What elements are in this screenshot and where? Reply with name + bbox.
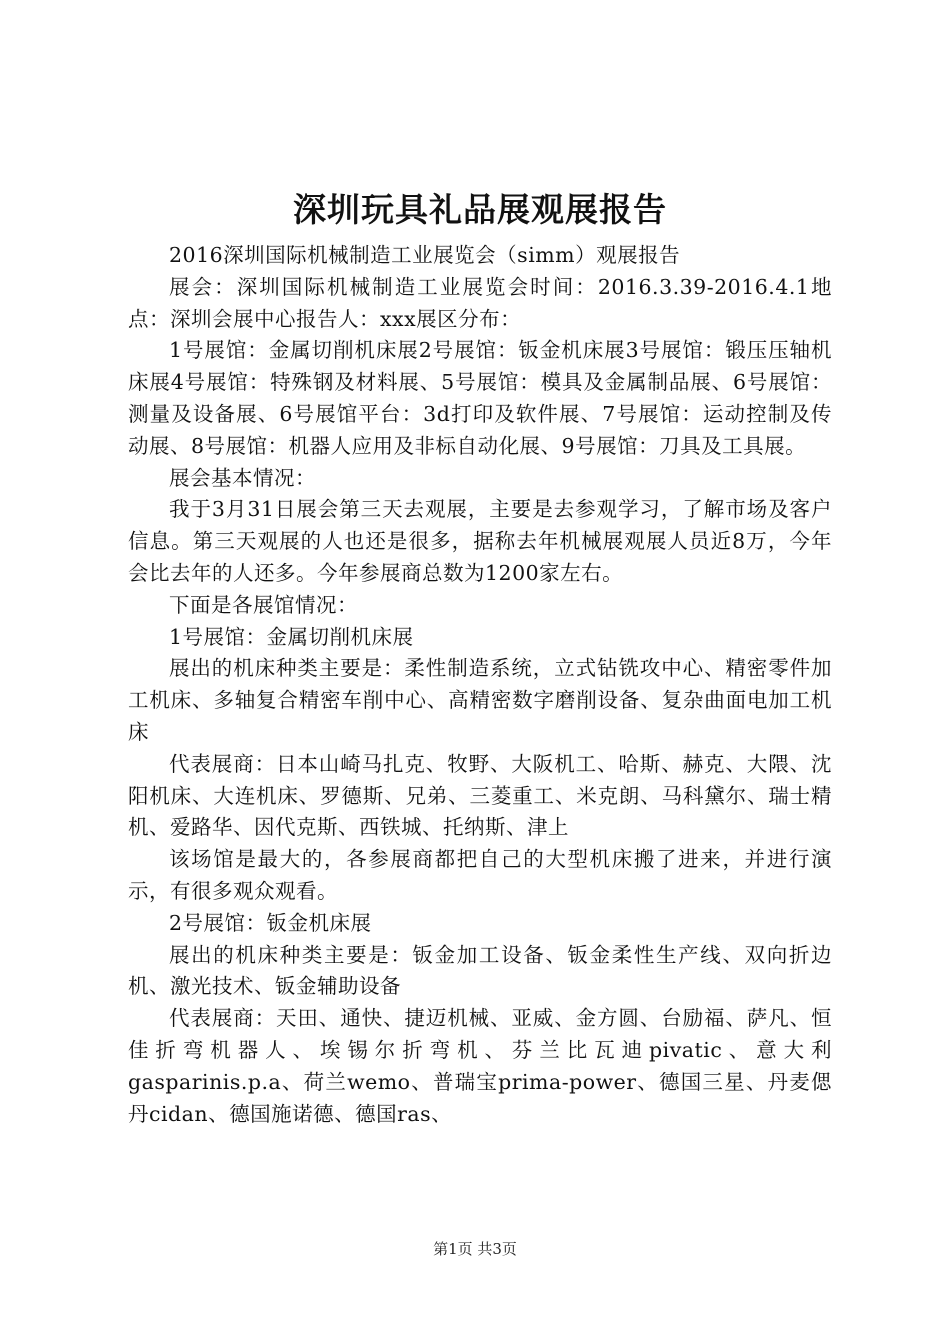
paragraph: 展出的机床种类主要是：钣金加工设备、钣金柔性生产线、双向折边机、激光技术、钣金辅助设备 [128,942,832,999]
paragraph: 展会基本情况： [169,465,316,490]
paragraph: 我于3月31日展会第三天去观展，主要是去参观学习，了解市场及客户信息。第三天观展的人也还是很多，据称去年机械展观展人员近8万，今年会比去年的人还多。今年参展商总数为1200家左右。 [128,497,832,585]
paragraph: 1号展馆：金属切削机床展2号展馆：钣金机床展3号展馆：锻压压轴机床展4号展馆：特殊钢及材料展、5号展馆：模具及金属制品展、6号展馆：测量及设备展、6号展馆平台：3d打印及软件展、7号展馆：运动控制及传动展、8号展馆：机器人应用及非标自动化展、9号展馆：刀具及工具展。 [128,338,832,458]
paragraph: 展出的机床种类主要是：柔性制造系统，立式钻铣攻中心、精密零件加工机床、多轴复合精密车削中心、高精密数字磨削设备、复杂曲面电加工机床 [128,656,832,744]
paragraph: 2016深圳国际机械制造工业展览会（simm）观展报告 [169,243,681,267]
page-footer: 第1页 共3页 [433,1240,517,1258]
paragraph: 代表展商：天田、通快、捷迈机械、亚威、金方圆、台励福、萨凡、恒佳折弯机器人、埃锡尔折弯机、芬兰比瓦迪pivatic、意大利gasparinis.p.a、荷兰wemo、普瑞宝prima-power、德国三星、丹麦偲丹cidan、德国施诺德、德国ras、 [128,1006,832,1126]
paragraph: 1号展馆：金属切削机床展 [169,624,414,649]
paragraph: 代表展商：日本山崎马扎克、牧野、大阪机工、哈斯、赫克、大隈、沈阳机床、大连机床、罗德斯、兄弟、三菱重工、米克朗、马科黛尔、瑞士精机、爱路华、因代克斯、西铁城、托纳斯、津上 [128,751,832,840]
paragraph: 该场馆是最大的，各参展商都把自己的大型机床搬了进来，并进行演示，有很多观众观看。 [128,847,832,903]
document-title: 深圳玩具礼品展观展报告 [293,190,667,229]
paragraph: 2号展馆：钣金机床展 [169,910,372,935]
paragraph: 展会：深圳国际机械制造工业展览会时间：2016.3.39-2016.4.1地点：深圳会展中心报告人：xxx展区分布： [128,274,832,331]
paragraph: 下面是各展馆情况： [169,592,358,617]
document-body [128,240,832,1130]
